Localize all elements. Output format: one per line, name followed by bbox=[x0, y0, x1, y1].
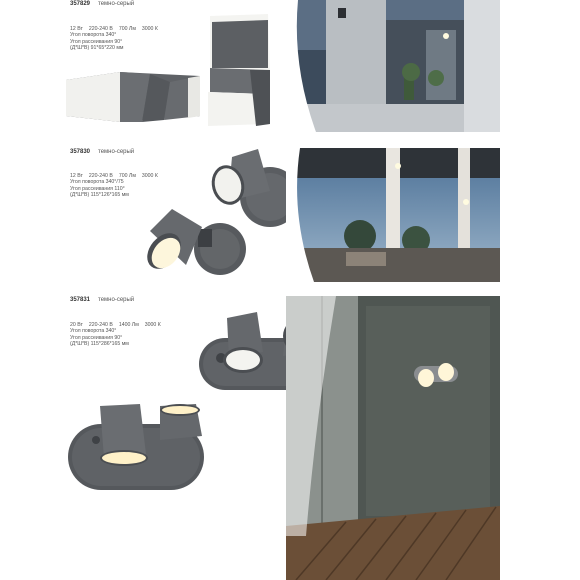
spec-line-beam: Угол рассеивания 90° bbox=[70, 334, 123, 341]
spec-line-dimensions: (Д*Ш*В) 91*65*220 мм bbox=[70, 45, 124, 52]
spec-line-rotation: Угол поворота 340° bbox=[70, 328, 117, 335]
sku-number: 357829 bbox=[70, 1, 91, 7]
product-image-357831-bottom bbox=[66, 400, 216, 500]
spec-line-power: 12 Вт 220-240 В 700 Лм 3000 К bbox=[70, 26, 158, 32]
installation-photo-2 bbox=[286, 148, 500, 282]
product-sku bbox=[70, 149, 134, 155]
installation-photo-3 bbox=[286, 296, 500, 580]
sku-number: 357830 bbox=[70, 149, 91, 155]
spec-line-power: 20 Вт 220-240 В 1400 Лм 3000 К bbox=[70, 322, 161, 328]
product-color: темно-серый bbox=[98, 297, 135, 303]
spec-line-beam: Угол рассеивания 110° bbox=[70, 185, 125, 192]
spec-line-rotation: Угол поворота 340° bbox=[70, 32, 117, 39]
product-sku bbox=[70, 1, 134, 7]
product-image-357829 bbox=[60, 8, 280, 133]
product-color: темно-серый bbox=[98, 1, 135, 7]
product-image-357830 bbox=[140, 145, 310, 285]
spec-line-power: 12 Вт 220-240 В 700 Лм 3000 К bbox=[70, 173, 158, 179]
product-color: темно-серый bbox=[98, 149, 135, 155]
spec-line-beam: Угол рассеивания 90° bbox=[70, 38, 123, 45]
spec-line-dimensions: (Д*Ш*В) 115*286*165 мм bbox=[70, 341, 129, 348]
spec-line-dimensions: (Д*Ш*В) 115*126*165 мм bbox=[70, 192, 129, 199]
installation-photo-1 bbox=[286, 0, 500, 132]
spec-line-rotation: Угол поворота 340°/75 bbox=[70, 179, 124, 186]
product-specs bbox=[70, 322, 161, 348]
product-sku bbox=[70, 297, 134, 303]
sku-number: 357831 bbox=[70, 297, 91, 303]
